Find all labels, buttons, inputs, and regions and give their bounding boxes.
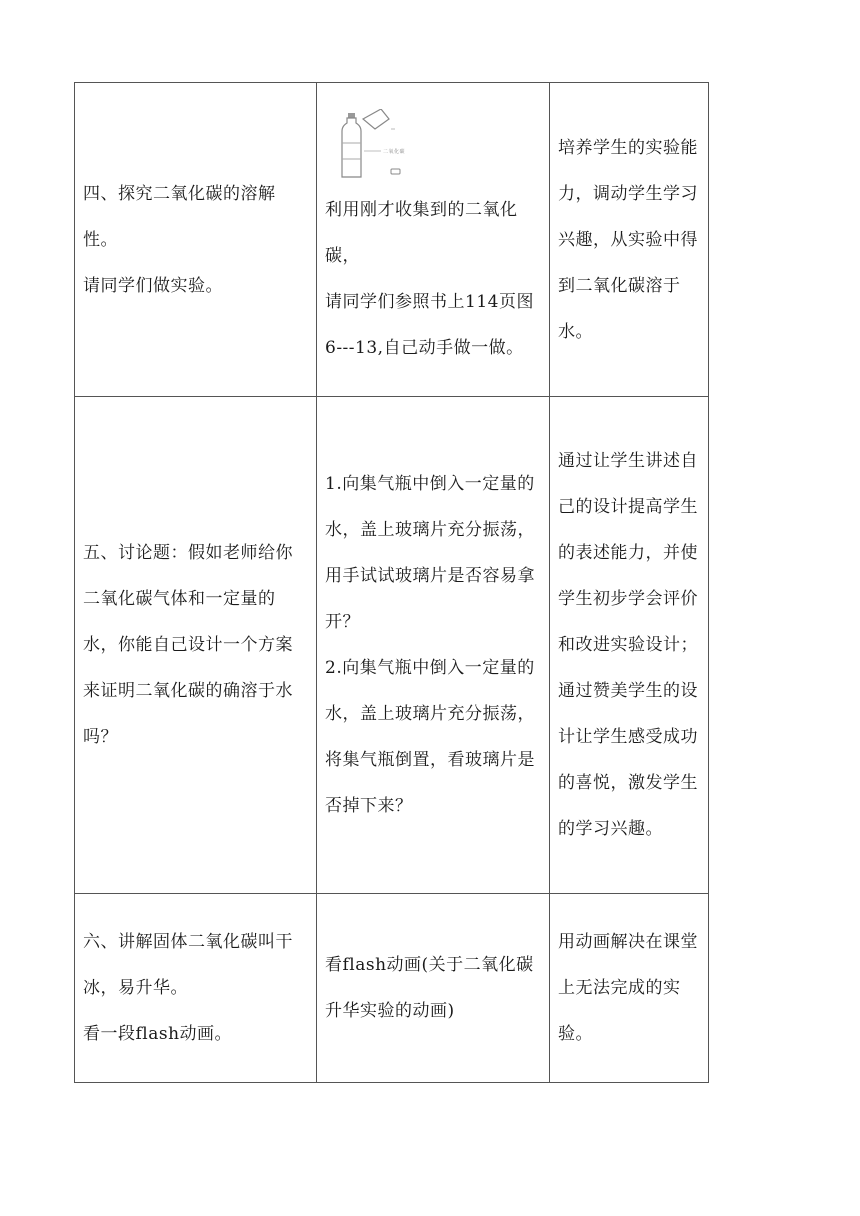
cell-text: 看一段flash动画。 — [83, 1024, 233, 1044]
figure-label: 二氧化碳 — [383, 148, 406, 155]
cell-text: 2.向集气瓶中倒入一定量的水，盖上玻璃片充分振荡，将集气瓶倒置，看玻璃片是否掉下来？ — [325, 658, 535, 816]
design-intent-cell — [550, 83, 709, 397]
student-activity-cell — [317, 83, 550, 397]
lesson-table — [74, 82, 709, 1083]
student-activity-cell — [317, 894, 550, 1083]
cell-text: 请同学们做实验。 — [83, 275, 223, 296]
design-intent-cell — [550, 894, 709, 1083]
cell-text: 四、探究二氧化碳的溶解性。 — [83, 183, 276, 250]
bottle-experiment-icon — [331, 109, 421, 181]
table-row — [75, 397, 709, 894]
cell-text: 通过让学生讲述自己的设计提高学生的表述能力，并使学生初步学会评价和改进实验设计；通过赞美学生的设计让学生感受成功的喜悦，激发学生的学习兴趣。 — [558, 451, 698, 839]
cell-text: 利用刚才收集到的二氧化碳， — [325, 199, 518, 266]
cell-text: 1.向集气瓶中倒入一定量的水，盖上玻璃片充分振荡，用手试试玻璃片是否容易拿开？ — [325, 474, 535, 632]
teacher-activity-cell — [75, 397, 317, 894]
cell-text: 用动画解决在课堂上无法完成的实验。 — [558, 932, 698, 1044]
cell-text: 五、讨论题：假如老师给你二氧化碳气体和一定量的水，你能自己设计一个方案来证明二氧化碳的确溶于水吗？ — [83, 543, 293, 747]
student-activity-cell — [317, 397, 550, 894]
cell-text: 看flash动画(关于二氧化碳升华实验的动画) — [325, 955, 534, 1021]
teacher-activity-cell — [75, 894, 317, 1083]
table-row — [75, 894, 709, 1083]
cell-text: 请同学们参照书上114页图6---13,自己动手做一做。 — [325, 291, 534, 358]
design-intent-cell — [550, 397, 709, 894]
table-row — [75, 83, 709, 397]
cell-text: 培养学生的实验能力，调动学生学习兴趣，从实验中得到二氧化碳溶于水。 — [558, 137, 698, 342]
teacher-activity-cell — [75, 83, 317, 397]
cell-text: 六、讲解固体二氧化碳叫干冰，易升华。 — [83, 932, 293, 998]
